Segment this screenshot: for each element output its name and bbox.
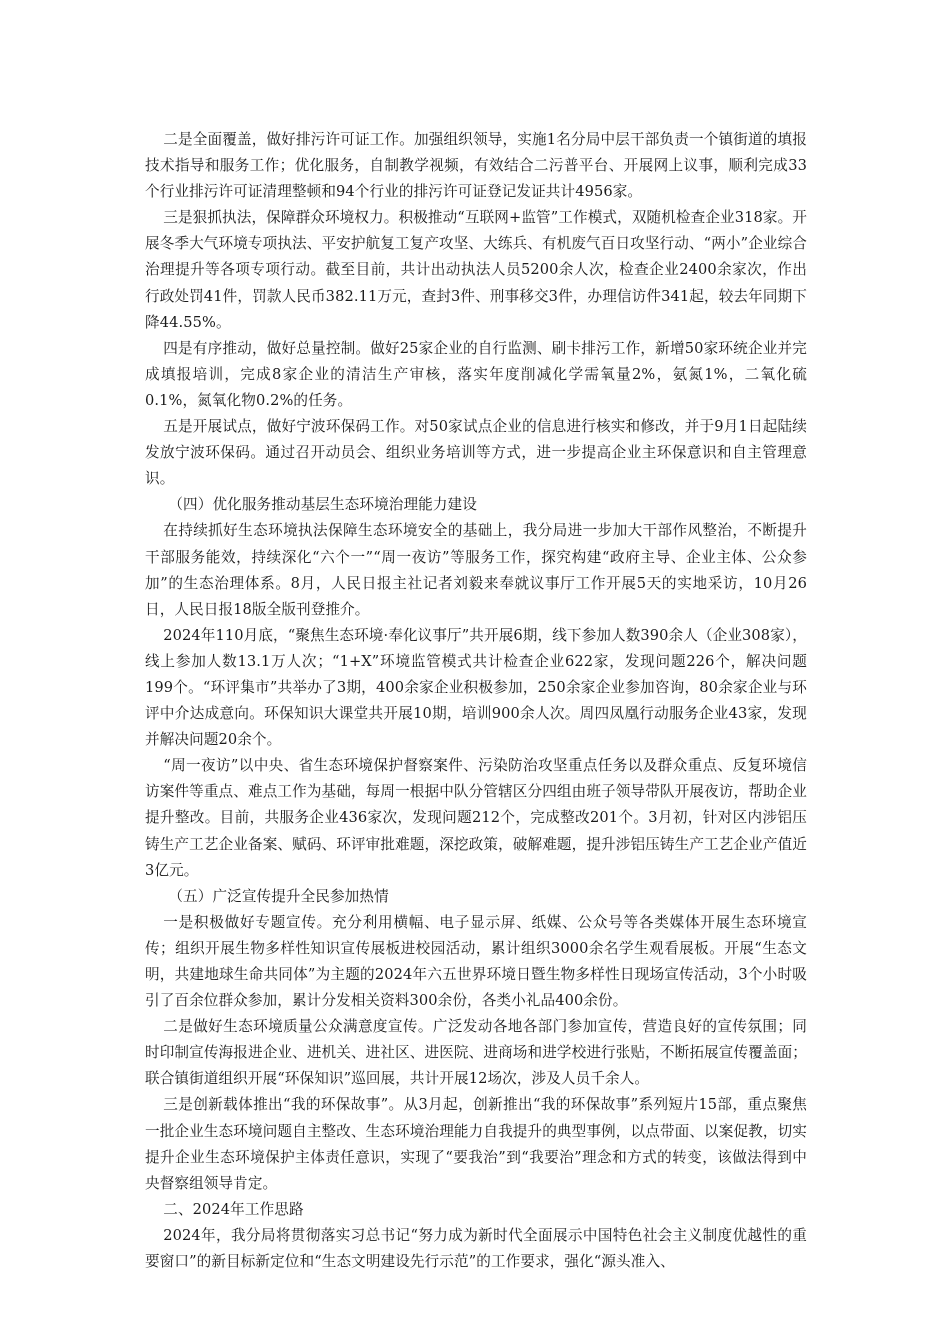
paragraph-pollution-permit: 二是全面覆盖，做好排污许可证工作。加强组织领导，实施1名分局中层干部负责一个镇街道的填报技术指导和服务工作；优化服务，自制教学视频，有效结合二污普平台、开展网上议事，顺利完成33个行业排污许可证清理整顿和94个行业的排污许可证登记发证共计4956家。 <box>145 131 807 201</box>
section-heading-5: （五）广泛宣传提升全民参加热情 <box>168 887 389 905</box>
paragraph-total-control: 四是有序推动，做好总量控制。做好25家企业的自行监测、刷卡排污工作，新增50家环统企业并完成填报培训，完成8家企业的清洁生产审核，落实年度削减化学需氧量2%，氨氮1%，二氧化硫0.1%，氮氧化物0.2%的任务。 <box>145 339 807 409</box>
paragraph-env-code-pilot: 五是开展试点，做好宁波环保码工作。对50家试点企业的信息进行核实和修改，并于9月1日起陆续发放宁波环保码。通过召开动员会、组织业务培训等方式，进一步提高企业主环保意识和自主管理意识。 <box>145 418 807 488</box>
section-heading-4: （四）优化服务推动基层生态环境治理能力建设 <box>168 496 477 514</box>
document-page <box>145 127 807 1275</box>
paragraph-law-enforcement: 三是狠抓执法，保障群众环境权力。积极推动“互联网+监管”工作模式，双随机检查企业318家。开展冬季大气环境专项执法、平安护航复工复产攻坚、大练兵、有机废气百日攻坚行动、“两小”企业综合治理提升等各项专项行动。截至目前，共计出动执法人员5200余人次，检查企业2400余家次，作出行政处罚41件，罚款人民币382.11万元，查封3件、刑事移交3件，办理信访件341起，较去年同期下降44.55%。 <box>145 209 807 331</box>
paragraph-work-plan-intro: 2024年，我分局将贯彻落实习总书记“努力成为新时代全面展示中国特色社会主义制度优越性的重要窗口”的新目标新定位和“生态文明建设先行示范”的工作要求，强化“源头准入、 <box>145 1226 807 1271</box>
paragraph-satisfaction-publicity: 二是做好生态环境质量公众满意度宣传。广泛发动各地各部门参加宣传，营造良好的宣传氛围；同时印制宣传海报进企业、进机关、进社区、进医院、进商场和进学校进行张贴，不断拓展宣传覆盖面；联合镇街道组织开展“环保知识”巡回展，共计开展12场次，涉及人员千余人。 <box>145 1018 807 1088</box>
paragraph-thematic-publicity: 一是积极做好专题宣传。充分利用横幅、电子显示屏、纸媒、公众号等各类媒体开展生态环境宣传；组织开展生物多样性知识宣传展板进校园活动，累计组织3000余名学生观看展板。开展“生态文明，共建地球生命共同体”为主题的2024年六五世界环境日暨生物多样性日现场宣传活动，3个小时吸引了百余位群众参加，累计分发相关资料300余份，各类小礼品400余份。 <box>145 913 807 1010</box>
section-heading-work-plan: 二、2024年工作思路 <box>163 1200 304 1218</box>
paragraph-env-stories: 三是创新载体推出“我的环保故事”。从3月起，创新推出“我的环保故事”系列短片15部，重点聚焦一批企业生态环境问题自主整改、生态环境治理能力自我提升的典型事例，以点带面、以案促教，切实提升企业生态环境保护主体责任意识，实现了“要我治”到“我要治”理念和方式的转变，该做法得到中央督察组领导肯定。 <box>145 1096 807 1192</box>
paragraph-monday-night-visit: “周一夜访”以中央、省生态环境保护督察案件、污染防治攻坚重点任务以及群众重点、反复环境信访案件等重点、难点工作为基础，每周一根据中队分管辖区分四组由班子领导带队开展夜访，帮助企业提升整改。目前，共服务企业436家次，发现问题212个，完成整改201个。3月初，针对区内涉铝压铸生产工艺企业备案、赋码、环评审批难题，深挖政策，破解难题，提升涉铝压铸生产工艺企业产值近3亿元。 <box>145 757 807 879</box>
paragraph-council-statistics: 2024年110月底，“聚焦生态环境·奉化议事厅”共开展6期，线下参加人数390余人（企业308家），线上参加人数13.1万人次；“1+X”环境监管模式共计检查企业622家，发现问题226个，解决问题199个。“环评集市”共举办了3期，400余家企业积极参加，250余家企业参加咨询，80余家企业与环评中介达成意向。环保知识大课堂共开展10期，培训900余人次。周四凤凰行动服务企业43家，发现并解决问题20余个。 <box>145 626 807 749</box>
paragraph-service-optimization: 在持续抓好生态环境执法保障生态环境安全的基础上，我分局进一步加大干部作风整治，不断提升干部服务能效，持续深化“六个一”“周一夜访”等服务工作，探究构建“政府主导、企业主体、公众参加”的生态治理体系。8月，人民日报主社记者刘毅来奉就议事厅工作开展5天的实地采访，10月26日，人民日报18版全版刊登推介。 <box>145 522 807 618</box>
